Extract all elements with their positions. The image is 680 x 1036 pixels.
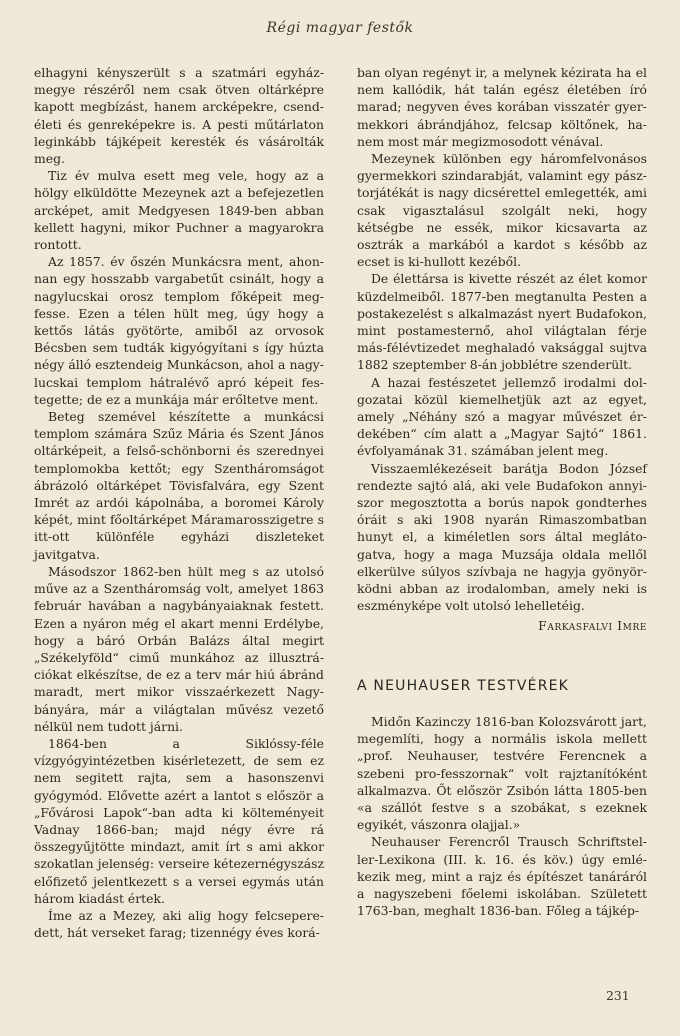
- paragraph: Másodszor 1862-ben hült meg s az utolsó műve az a Szentháromság volt, amelyet 1863 február havában a nagybányaiaknak festett. Ezen a nyáron még el akart menni Erdélybe, hogy a báró Orbán Balázs által megirt „Székelyföld“ cimű munkához az illusztrá-ciókat elkészítse, de ez a terv már hiú ábránd maradt, mert mikor visszaérkezett Nagy-bányára, már a világtalan művész vezető nélkül nem tudott járni.: [34, 563, 324, 734]
- paragraph: A hazai festészetet jellemző irodalmi dol-gozatai közül kiemelhetjük azt az egyet, amely „Néhány szó a magyar művészet ér-dekében“ cím alatt a „Magyar Sajtó“ 1861. évfolyamának 31. számában jelent meg.: [357, 374, 647, 459]
- paragraph: Az 1857. év őszén Munkácsra ment, ahon-nan egy hosszabb vargabetűt csinált, hogy a nagylucskai orosz templom főképeit meg-fesse. Ezen a télen hült meg, úgy hogy a kettős látás gyötörte, amiből az orvosok Bécsben sem tudták kigyógyítani s így húzta négy álló esztendeig Munkácson, ahol a nagy-lucskai templom hátralévő apró képeit fes-tegette; de ez a munkája már erőltetve ment.: [34, 254, 324, 407]
- right-column: [357, 64, 647, 919]
- paragraph: Íme az a Mezey, aki alig hogy felcsepere-dett, hát verseket farag; tizennégy éves korá-: [34, 907, 324, 941]
- paragraph: Midőn Kazinczy 1816-ban Kolozsvárott jart, megemlíti, hogy a normális iskola mellett „prof. Neuhauser, testvére Ferencnek a szebeni pro-fesszornak“ volt rajztanítóként alkalmazva. Őt először Zsibón látta 1805-ben «a szállót festve s a szobákat, s ezeknek egyikét, vászonra olajjal.»: [357, 713, 647, 833]
- running-title: Régi magyar festők: [266, 20, 414, 36]
- author-signature: Farkasfalvi Imre: [538, 617, 647, 633]
- paragraph: Beteg szemével készítette a munkácsi templom számára Szűz Mária és Szent János oltárképeit, a felső-schönborni és szerednyei templomokba kettőt; egy Szentháromságot ábrázoló oltárképet Tövisfalvára, egy Szent Imrét az ardói kápolnába, a boromei Károly képét, mint főoltárképet Máramarosszigetre s itt-ott különféle egyházi diszleteket javitgatva.: [34, 409, 324, 562]
- paragraph: Mezeynek különben egy háromfelvonásos gyermekkori szindarabját, valamint egy pász-torjátékát is nagy dicsérettel emlegették, ami csak vigasztalásul szolgált neki, hogy kétségbe ne essék, mikor kicsavarta az osztrák a markából a kardot s később az ecset is ki-hullott kezéből.: [357, 151, 647, 270]
- page-number: 231: [606, 988, 630, 1003]
- paragraph: elhagyni kényszerült s a szatmári egyház-megye részéről nem csak ötven oltárképre kapott megbízást, hanem arcképekre, csend-életi és genreképekre is. A pesti műtárlaton leginkább tájképeit keresték és vásárolták meg.: [34, 65, 324, 167]
- paragraph: 1864-ben a Siklóssy-féle vízgyógyintézetben kisérletezett, de sem ez nem segitett rajta, sem a hasonszenvi gyógymód. Elővette azért a lantot s először a „Fővárosi Lapok“-ban adta ki költeményeit Vadnay 1866-ban; majd négy évre rá összegyűjtötte mindazt, amit írt s ami akkor szokatlan jelenség: verseire kétezernégyszász előfizető jelentkezett s a versei egymás után három kiadást értek.: [34, 735, 324, 906]
- paragraph: ban olyan regényt ir, a melynek kézirata ha el nem kallódik, hát talán egész életében író marad; negyven éves korában visszatér gyer-mekkori ábrándjához, felcsap költőnek, ha-nem most már megizmosodott vénával.: [357, 65, 647, 149]
- paragraph: De élettársa is kivette részét az élet komor küzdelmeiből. 1877-ben megtanulta Pesten a postakezelést s alkalmazást nyert Budafokon, mint postamesternő, ahol világtalan férje más-félévtizedet meghaladó vaksággal sujtva 1882 szeptember 8-án jobblétre szenderült.: [357, 271, 647, 373]
- paragraph: Tiz év mulva esett meg vele, hogy az a hölgy elküldötte Mezeynek azt a befejezetlen arcképet, amit Medgyesen 1849-ben abban kellett hagyni, mikor Puchner a magyarokra rontott.: [34, 168, 324, 253]
- left-column: [34, 64, 324, 941]
- paragraph: Neuhauser Ferencről Trausch Schriftstel-ler-Lexikona (III. k. 16. és köv.) úgy emlé-kezik meg, mint a rajz és építészet tanáráról a nagyszebeni főelemi iskolában. Született 1763-ban, meghalt 1836-ban. Főleg a tájkép-: [357, 834, 647, 919]
- paragraph: Visszaemlékezéseit barátja Bodon József rendezte sajtó alá, aki vele Budafokon annyi-szor megosztotta a borús napok gondterhes óráit s aki 1908 nyarán Rimaszombatban hunyt el, a kiméletlen sors által meglátо-gatva, hogy a maga Muzsája oldala mellől elkerülve súlyos szívbaja ne hagyja gyönyör-ködni abban az irodalomban, amely neki is eszményképe volt utolsó lehelletéig.: [357, 460, 647, 614]
- section-title: A NEUHAUSER TESTVÉREK: [357, 677, 570, 694]
